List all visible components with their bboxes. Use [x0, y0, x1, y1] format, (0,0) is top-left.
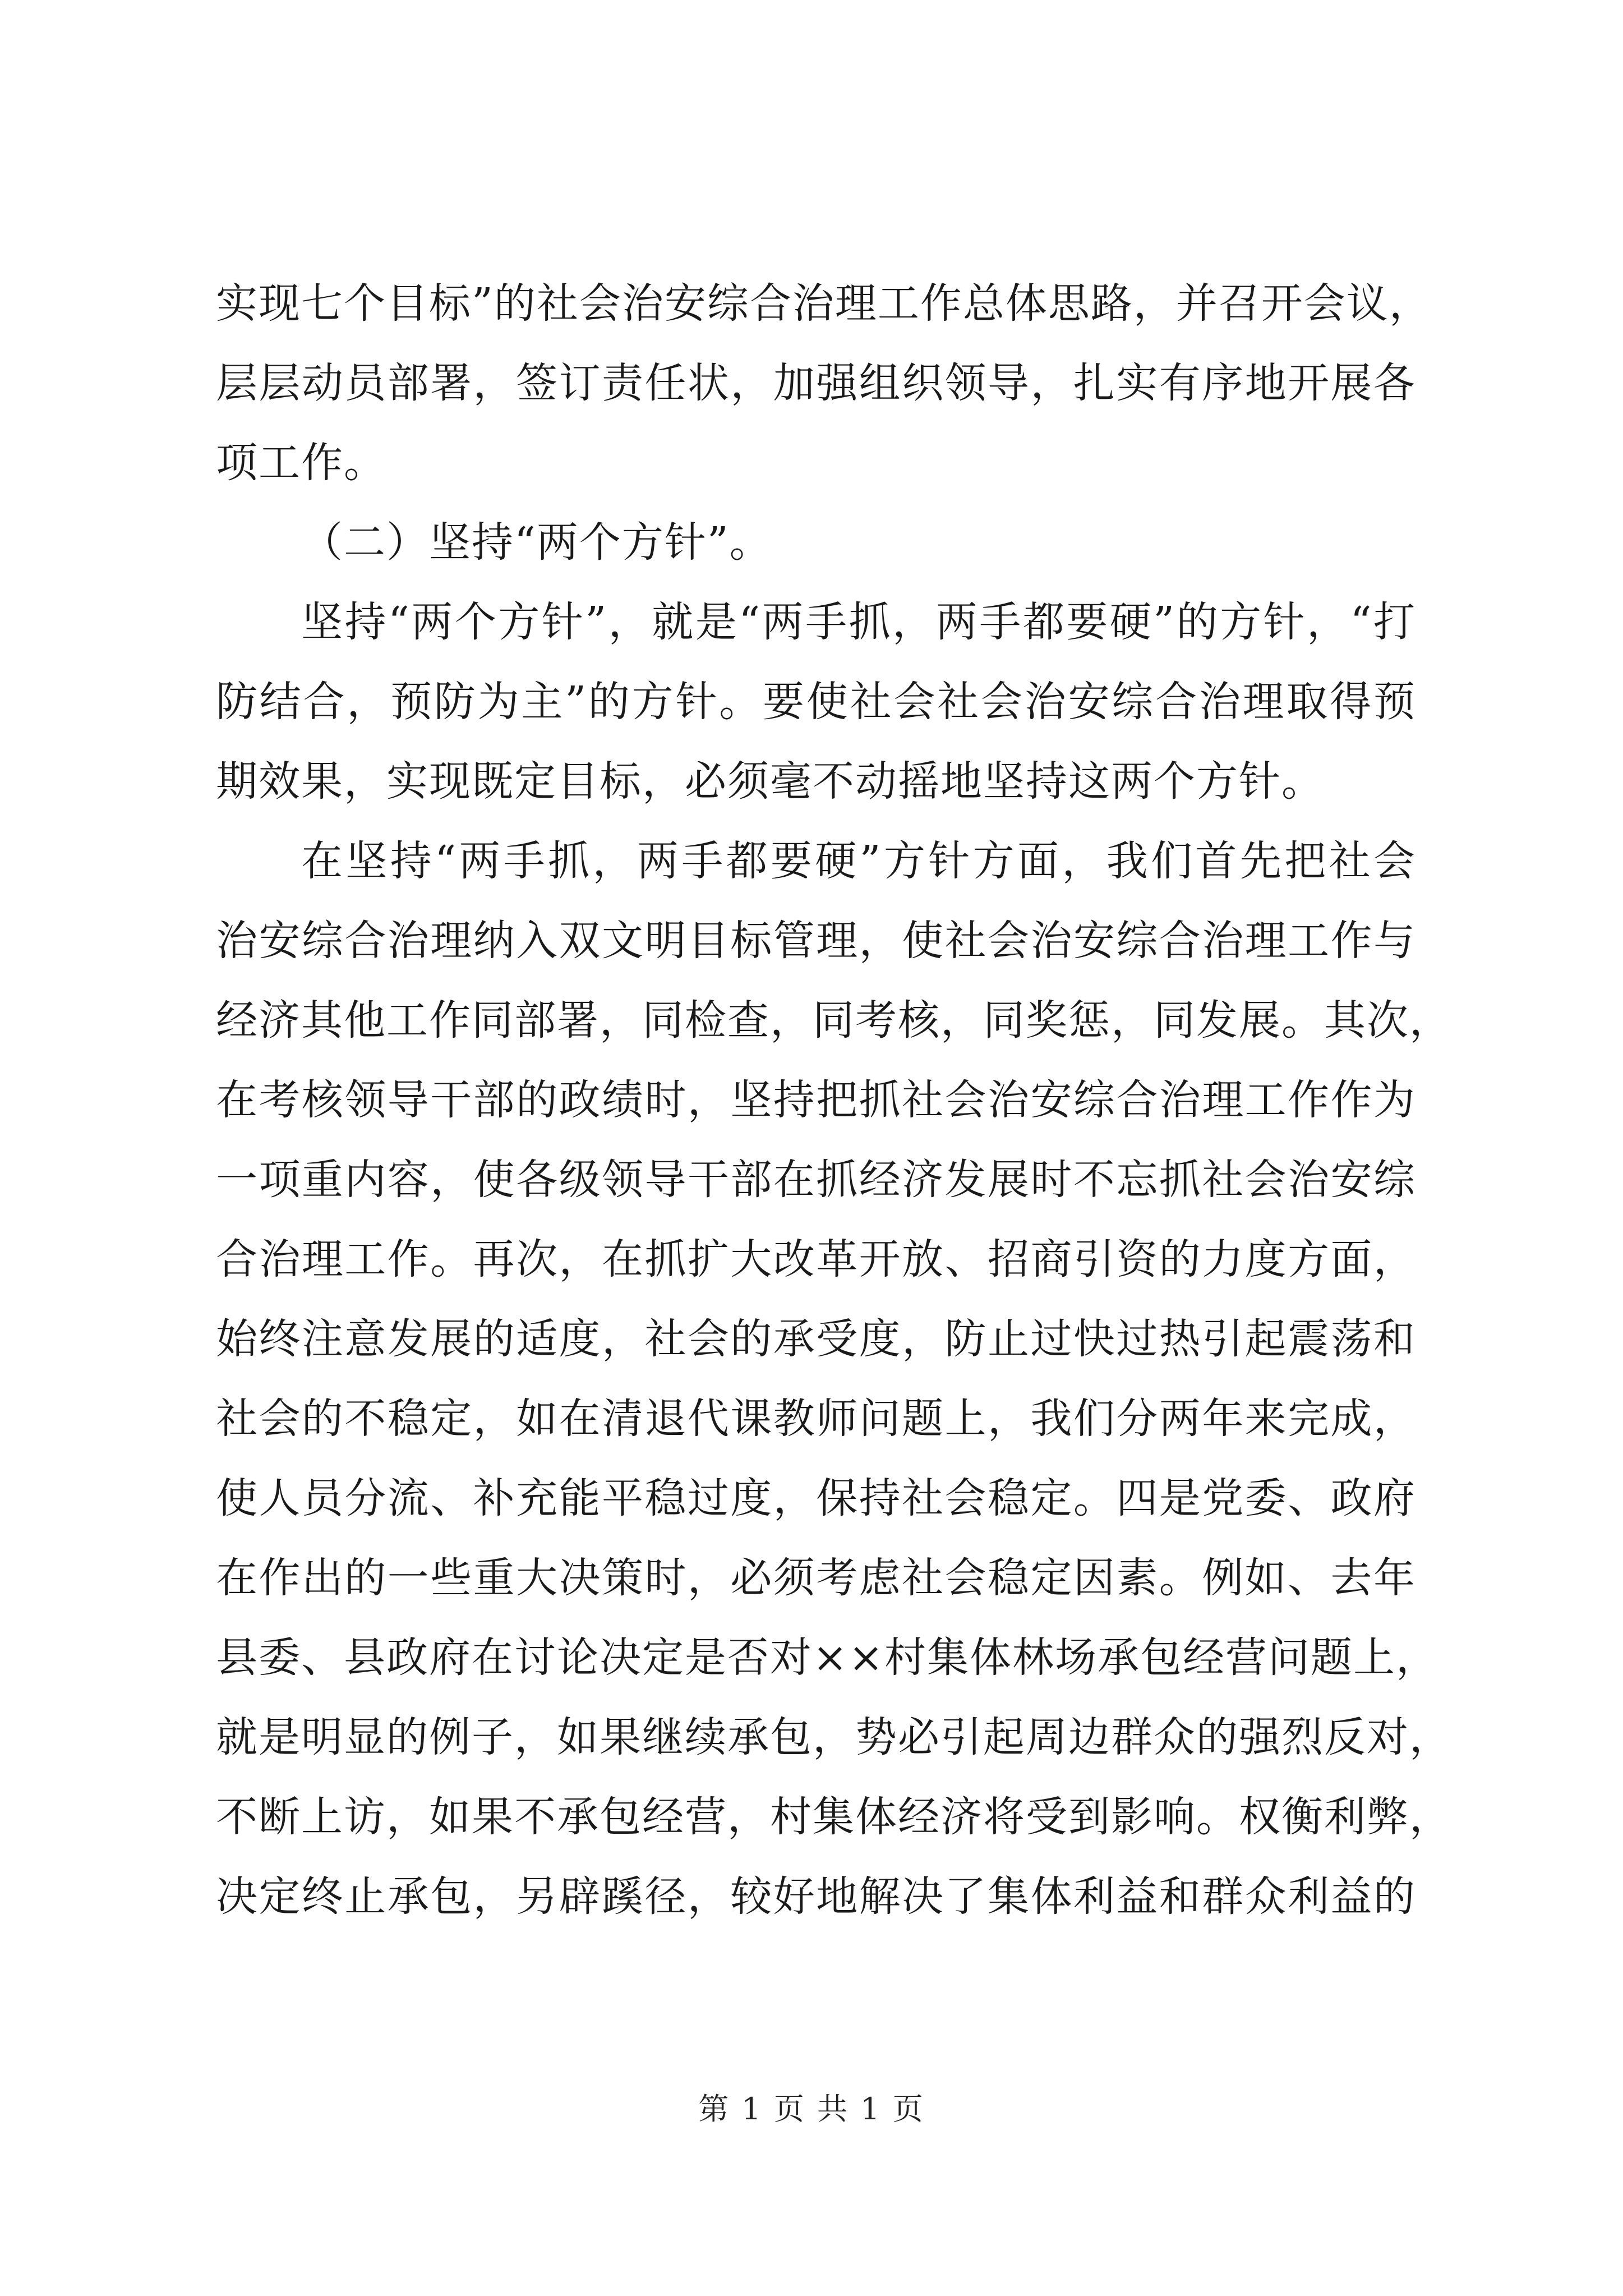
- text-line: 在考核领导干部的政绩时，坚持把抓社会治安综合治理工作作为: [216, 1076, 1416, 1124]
- section-heading: （二）坚持“两个方针”。: [301, 518, 772, 567]
- text-line: 始终注意发展的适度，社会的承受度，防止过快过热引起震荡和: [216, 1315, 1416, 1363]
- text-line: 合治理工作。再次，在抓扩大改革开放、招商引资的力度方面，: [216, 1235, 1416, 1283]
- text-line: 项工作。: [216, 439, 386, 487]
- page-number-label: 第 1 页 共 1 页: [698, 2091, 925, 2127]
- text-line: 在坚持“两手抓，两手都要硬”方针方面，我们首先把社会: [301, 837, 1416, 885]
- text-line: 一项重内容，使各级领导干部在抓经济发展时不忘抓社会治安综: [216, 1156, 1416, 1204]
- text-line: 坚持“两个方针”，就是“两手抓，两手都要硬”的方针，“打: [301, 598, 1416, 646]
- text-line: 经济其他工作同部署，同检查，同考核，同奖惩，同发展。其次，: [216, 996, 1452, 1045]
- text-line: 使人员分流、补充能平稳过度，保持社会稳定。四是党委、政府: [216, 1474, 1416, 1522]
- text-line: 县委、县政府在讨论决定是否对××村集体林场承包经营问题上，: [216, 1634, 1439, 1682]
- text-line: 不断上访，如果不承包经营，村集体经济将受到影响。权衡利弊，: [216, 1793, 1452, 1841]
- page-footer: [0, 2087, 1623, 2132]
- text-line: 决定终止承包，另辟蹊径，较好地解决了集体利益和群众利益的: [216, 1872, 1416, 1921]
- text-line: 在作出的一些重大决策时，必须考虑社会稳定因素。例如、去年: [216, 1554, 1416, 1602]
- text-line: 就是明显的例子，如果继续承包，势必引起周边群众的强烈反对，: [216, 1713, 1452, 1761]
- text-line: 治安综合治理纳入双文明目标管理，使社会治安综合治理工作与: [216, 917, 1416, 965]
- text-line: 防结合，预防为主”的方针。要使社会社会治安综合治理取得预: [216, 678, 1416, 726]
- document-body: [216, 264, 1452, 1936]
- text-line: 实现七个目标”的社会治安综合治理工作总体思路，并召开会议，: [216, 279, 1432, 328]
- text-line: 期效果，实现既定目标，必须毫不动摇地坚持这两个方针。: [216, 757, 1324, 806]
- text-line: 社会的不稳定，如在清退代课教师问题上，我们分两年来完成，: [216, 1395, 1416, 1443]
- text-line: 层层动员部署，签订责任状，加强组织领导，扎实有序地开展各: [216, 359, 1416, 407]
